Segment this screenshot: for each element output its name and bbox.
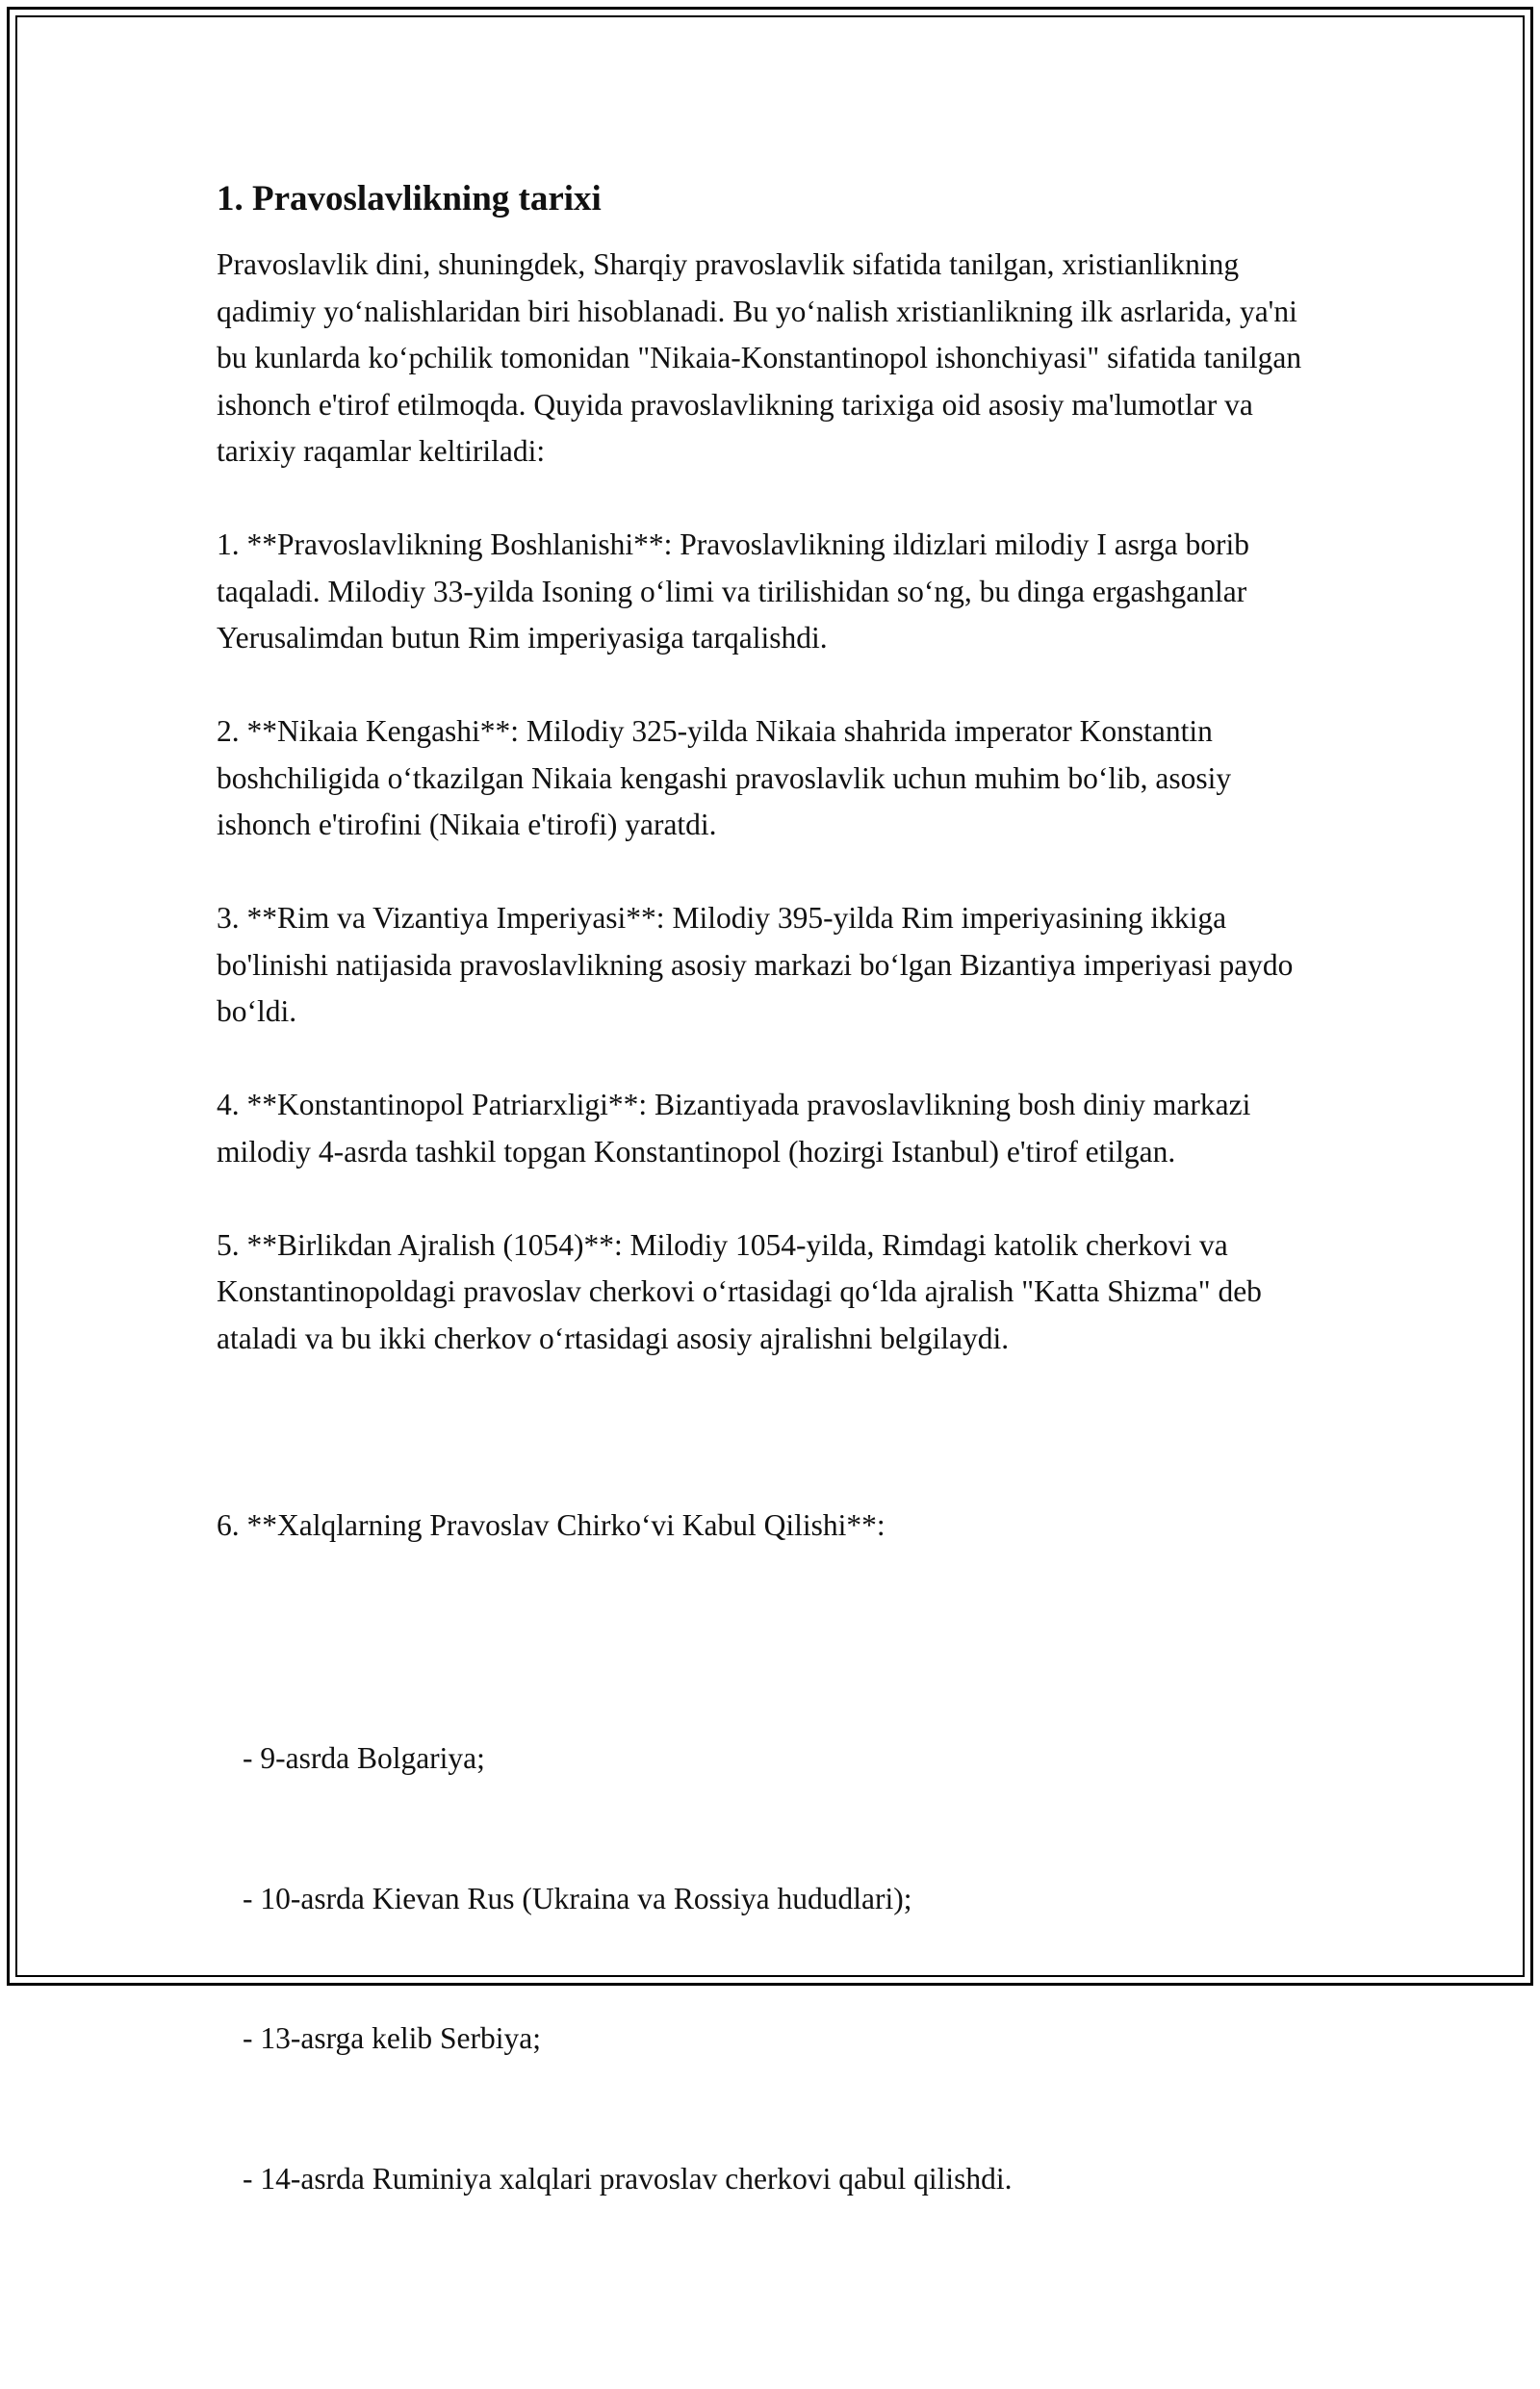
sub-list-item: - 10-asrda Kievan Rus (Ukraina va Rossiya hududlari); xyxy=(217,1876,1323,1923)
list-item-4: 4. **Konstantinopol Patriarxligi**: Bizantiyada pravoslavlikning bosh diniy markazi milodiy 4-asrda tashkil topgan Konstantinopol (hozirgi Istanbul) e'tirof etilgan. xyxy=(217,1082,1323,1175)
list-item-6-title: 6. **Xalqlarning Pravoslav Chirko‘vi Kabul Qilishi**: xyxy=(217,1503,1323,1550)
intro-paragraph: Pravoslavlik dini, shuningdek, Sharqiy pravoslavlik sifatida tanilgan, xristianlikning qadimiy yo‘nalishlaridan biri hisoblanadi. Bu yo‘nalish xristianlikning ilk asrlarida, ya'ni bu kunlarda ko‘pchilik tomonidan "Nikaia-Konstantinopol ishonchiyasi" sifatida tanilgan ishonch e'tirof etilmoqda. Quyida pravoslavlikning tarixiga oid asosiy ma'lumotlar va tarixiy raqamlar keltiriladi: xyxy=(217,242,1323,475)
list-item-3: 3. **Rim va Vizantiya Imperiyasi**: Milodiy 395-yilda Rim imperiyasining ikkiga bo'linishi natijasida pravoslavlikning asosiy markazi bo‘lgan Bizantiya imperiyasi paydo bo‘ldi. xyxy=(217,895,1323,1036)
list-item-5: 5. **Birlikdan Ajralish (1054)**: Milodiy 1054-yilda, Rimdagi katolik cherkovi va Konstantinopoldagi pravoslav cherkovi o‘rtasidagi qo‘lda ajralish "Katta Shizma" deb ataladi va bu ikki cherkov o‘rtasidagi asosiy ajralishni belgilaydi. xyxy=(217,1222,1323,1363)
list-item-2: 2. **Nikaia Kengashi**: Milodiy 325-yilda Nikaia shahrida imperator Konstantin boshchiligida o‘tkazilgan Nikaia kengashi pravoslavlik uchun muhim bo‘lib, asosiy ishonch e'tirofini (Nikaia e'tirofi) yaratdi. xyxy=(217,708,1323,849)
list-item-6 xyxy=(217,1409,1323,2389)
sub-list-item: - 13-asrga kelib Serbiya; xyxy=(217,2016,1323,2063)
sub-list-item: - 9-asrda Bolgariya; xyxy=(217,1735,1323,1783)
section-heading: 1. Pravoslavlikning tarixi xyxy=(217,178,1323,220)
sub-list-item: - 14-asrda Ruminiya xalqlari pravoslav cherkovi qabul qilishdi. xyxy=(217,2156,1323,2203)
document-body xyxy=(217,178,1323,2389)
list-item-1: 1. **Pravoslavlikning Boshlanishi**: Pravoslavlikning ildizlari milodiy I asrga borib taqaladi. Milodiy 33-yilda Isoning o‘limi va tirilishidan so‘ng, bu dinga ergashganlar Yerusalimdan butun Rim imperiyasiga tarqalishdi. xyxy=(217,522,1323,662)
list-item-6-sublist xyxy=(217,1642,1323,2296)
